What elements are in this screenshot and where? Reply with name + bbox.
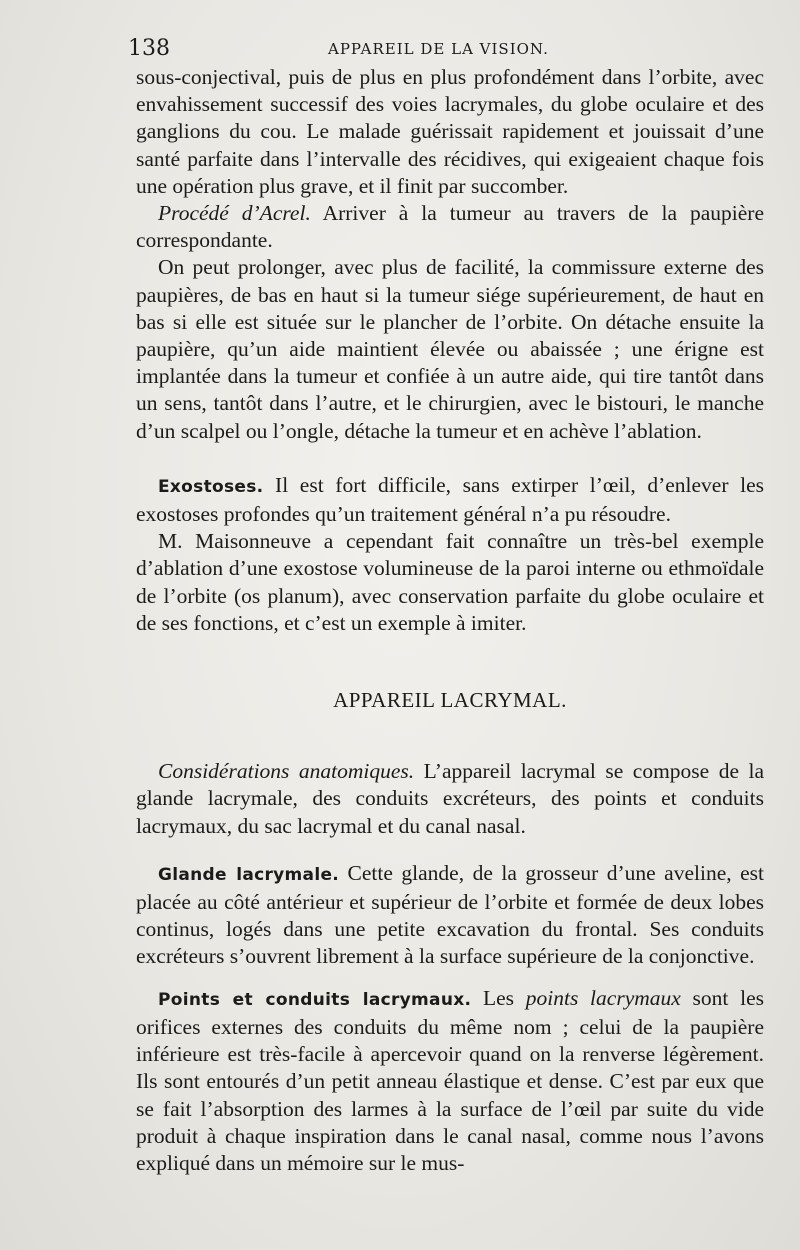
glande-heading: Glande lacrymale. — [158, 864, 340, 885]
considerations-heading: Considérations anatomiques. — [158, 759, 415, 784]
paragraph-procede-acrel — [136, 200, 764, 254]
paragraph-maisonneuve: M. Maisonneuve a cependant fait connaître un très-bel exemple d’ablation d’une exostose volumineuse de la paroi interne ou ethmoïdale de l’orbite (os planum), avec conservation parfaite du globe oculaire et de ses fonctions, et c’est un exemple à imiter. — [136, 529, 764, 635]
page-number: 138 — [128, 36, 170, 61]
exostoses-heading: Exostoses. — [158, 476, 264, 497]
paragraph-considerations — [136, 758, 764, 840]
exostoses-text: Il est fort difficile, sans extirper l’œil, d’enlever les exostoses profondes qu’un traitement général n’a pu résoudre. — [136, 472, 764, 527]
section-title: APPAREIL LACRYMAL. — [333, 688, 567, 713]
page-header — [128, 36, 778, 62]
running-head: APPAREIL DE LA VISION. — [328, 40, 549, 58]
considerations-text: L’appareil lacrymal se compose de la glande lacrymale, des conduits excréteurs, des points et conduits lacrymaux, du sac lacrymal et du canal nasal. — [136, 759, 764, 838]
glande-text: Cette glande, de la grosseur d’une aveline, est placée au côté antérieur et supérieur de l’orbite et formée de deux lobes continus, logés dans une petite excavation du frontal. Ses conduits excréteurs s’ouvrent librement à la surface supérieure de la conjonctive. — [136, 860, 765, 969]
points-text-a: Les — [471, 985, 526, 1010]
paragraph-exostoses — [136, 472, 764, 528]
paragraph-technique: On peut prolonger, avec plus de facilité, la commissure externe des paupières, de bas en haut si la tumeur siége supérieurement, de haut en bas si elle est située sur le plancher de l’orbite. On détache ensuite la paupière, qu’un aide maintient élevée ou abaissée ; une érigne est implantée dans la tumeur et confiée à un autre aide, qui tire tantôt dans un sens, tantôt dans l’autre, et le chirurgien, avec le bistouri, le manche d’un scalpel ou l’ongle, détache la tumeur et en achève l’ablation. — [136, 255, 764, 443]
paragraph-points — [136, 985, 764, 1177]
points-heading: Points et conduits lacrymaux. — [158, 989, 472, 1010]
points-text-b: sont les orifices externes des conduits du même nom ; celui de la paupière inférieure est très-facile à apercevoir quand on la renverse légèrement. Ils sont entourés d’un petit anneau élastique et dense. C’est par eux que se fait l’absorption des larmes à la surface de l’œil par suite du vide produit à chaque inspiration dans le canal nasal, comme nous l’avons expliqué dans un mémoire sur le mus- — [136, 985, 764, 1175]
paragraph-continuation: sous-conjectival, puis de plus en plus profondément dans l’orbite, avec envahissement successif des voies lacrymales, du globe oculaire et des ganglions du cou. Le malade guérissait rapidement et jouissait d’une santé parfaite dans l’intervalle des récidives, qui exigeaient chaque fois une opération plus grave, et il finit par succomber. — [136, 65, 764, 198]
paragraph-glande — [136, 860, 764, 971]
body-text — [136, 64, 764, 1177]
points-italic: points lacrymaux — [525, 985, 681, 1010]
procede-acrel-text: Arriver à la tumeur au travers de la paupière correspondante. — [136, 201, 764, 253]
procede-acrel-heading: Procédé d’Acrel. — [158, 201, 311, 226]
